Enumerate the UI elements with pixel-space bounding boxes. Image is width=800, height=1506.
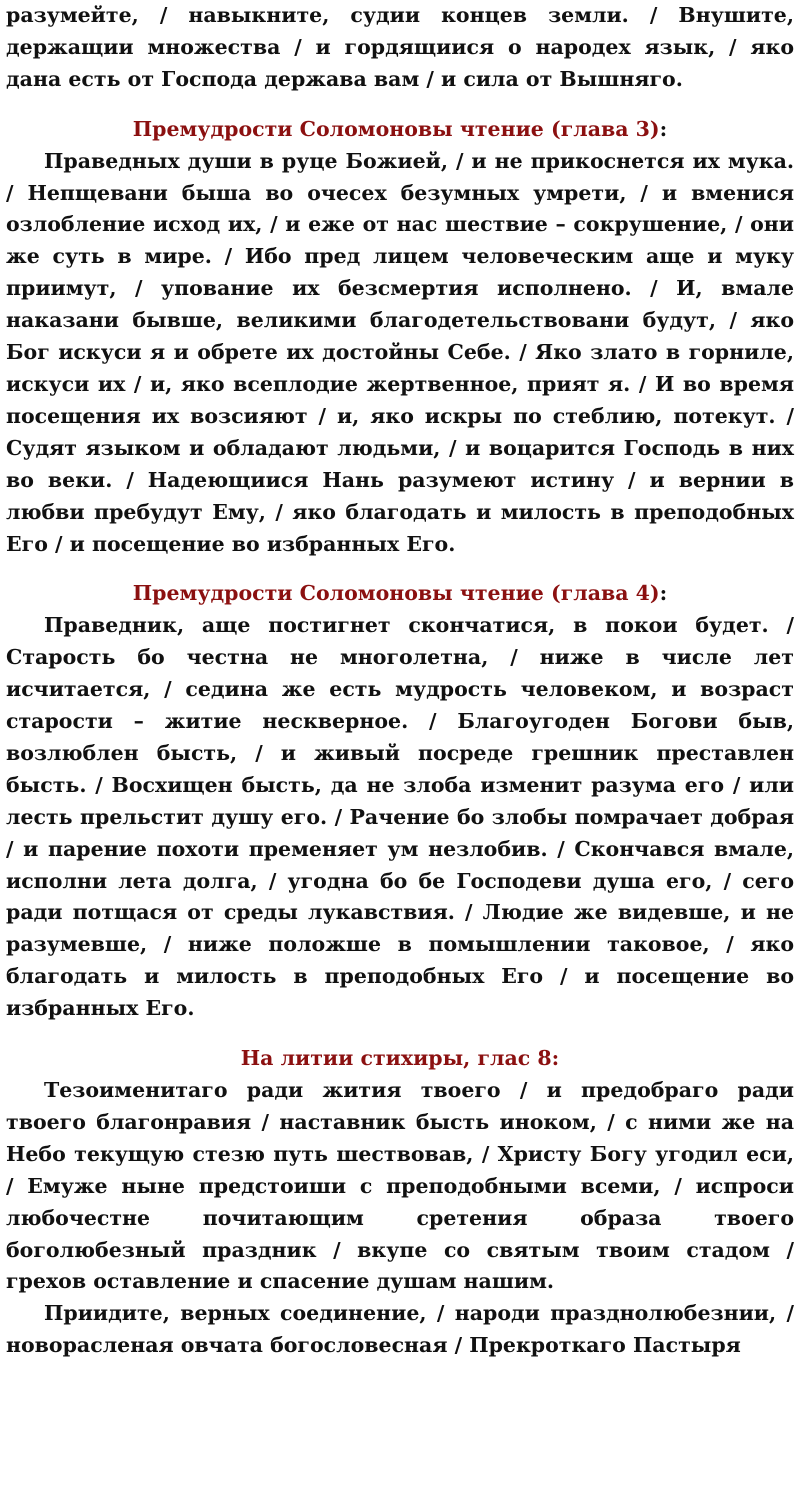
heading-text: Премудрости Соломоновы чтение (глава 4) <box>132 581 660 606</box>
stichera-2-text: Приидите, верных соединение, / народи празднолюбезнии, / новорасленая овчата богословесная / Прекроткаго Пастыря <box>6 1301 794 1358</box>
heading-text: Премудрости Соломоновы чтение (глава 3) <box>132 116 660 141</box>
spacer <box>6 560 794 578</box>
wisdom-chapter-3-text: Праведных души в руце Божией, / и не прикоснется их мука. / Непщевани быша во очесех безумных умрети, / и вменися озлобление исход их, / и еже от нас шествие – сокрушение, / они же суть в мире. / Ибо пред лицем человеческим аще и муку приимут, / упование их безсмертия исполнено. / И, вмале наказани бывше, великими благодетельствовани будут, / яко Бог искуси я и обрете их достойны Себе. / Яко злато в горниле, искуси их / и, яко всеплодие жертвенное, прият я. / И во время посещения их возсияют / и, яко искры по стеблию, потекут. / Судят языком и обладают людьми, / и воцарится Господь в них во веки. / Надеющиися Нань разумеют истину / и вернии в любви пребудут Ему, / яко благодать и милость в преподобных Его / и посещение во избранных Его. <box>6 148 794 556</box>
stichera-1-text: Тезоименитаго ради жития твоего / и предобраго ради твоего благонравия / наставник бысть иноком, / с ними же на Небо текущую стезю путь шествовав, / Христу Богу угодил еси, / Емуже ныне предстоиши с преподобными всеми, / испроси любочестне почитающим сретения образа твоего боголюбезный праздник / вкупе со святым твоим стадом / грехов оставление и спасение душам нашим. <box>6 1078 794 1294</box>
heading-litiya-stichera: На литии стихиры, глас 8: <box>240 1046 560 1071</box>
heading-wisdom-chapter-4 <box>6 578 794 610</box>
intro-paragraph: разумейте, / навыкните, судии концев земли. / Внушите, держащии множества / и гордящиися о народех язык, / яко дана есть от Господа держава вам / и сила от Вышняго. <box>6 3 794 91</box>
spacer <box>6 96 794 114</box>
heading-colon: : <box>659 581 668 606</box>
heading-wisdom-chapter-3 <box>6 114 794 146</box>
heading-colon: : <box>659 116 668 141</box>
spacer <box>6 1025 794 1043</box>
wisdom-chapter-4-text: Праведник, аще постигнет скончатися, в покои будет. / Старость бо честна не многолетна, / ниже в числе лет исчитается, / седина же есть мудрость человеком, и возраст старости – житие нескверное. / Благоугоден Богови быв, возлюблен бысть, / и живый посреде грешник преставлен бысть. / Восхищен бысть, да не злоба изменит разума его / или лесть прельстит душу его. / Рачение бо злобы помрачает добрая / и парение похоти пременяет ум незлобив. / Скончався вмале, исполни лета долга, / угодна бо бе Господеви душа его, / сего ради потщася от среды лукавствия. / Людие же видевше, и не разумевше, / ниже положше в помышлении таковое, / яко благодать и милость в преподобных Его / и посещение во избранных Его. <box>6 613 794 1021</box>
